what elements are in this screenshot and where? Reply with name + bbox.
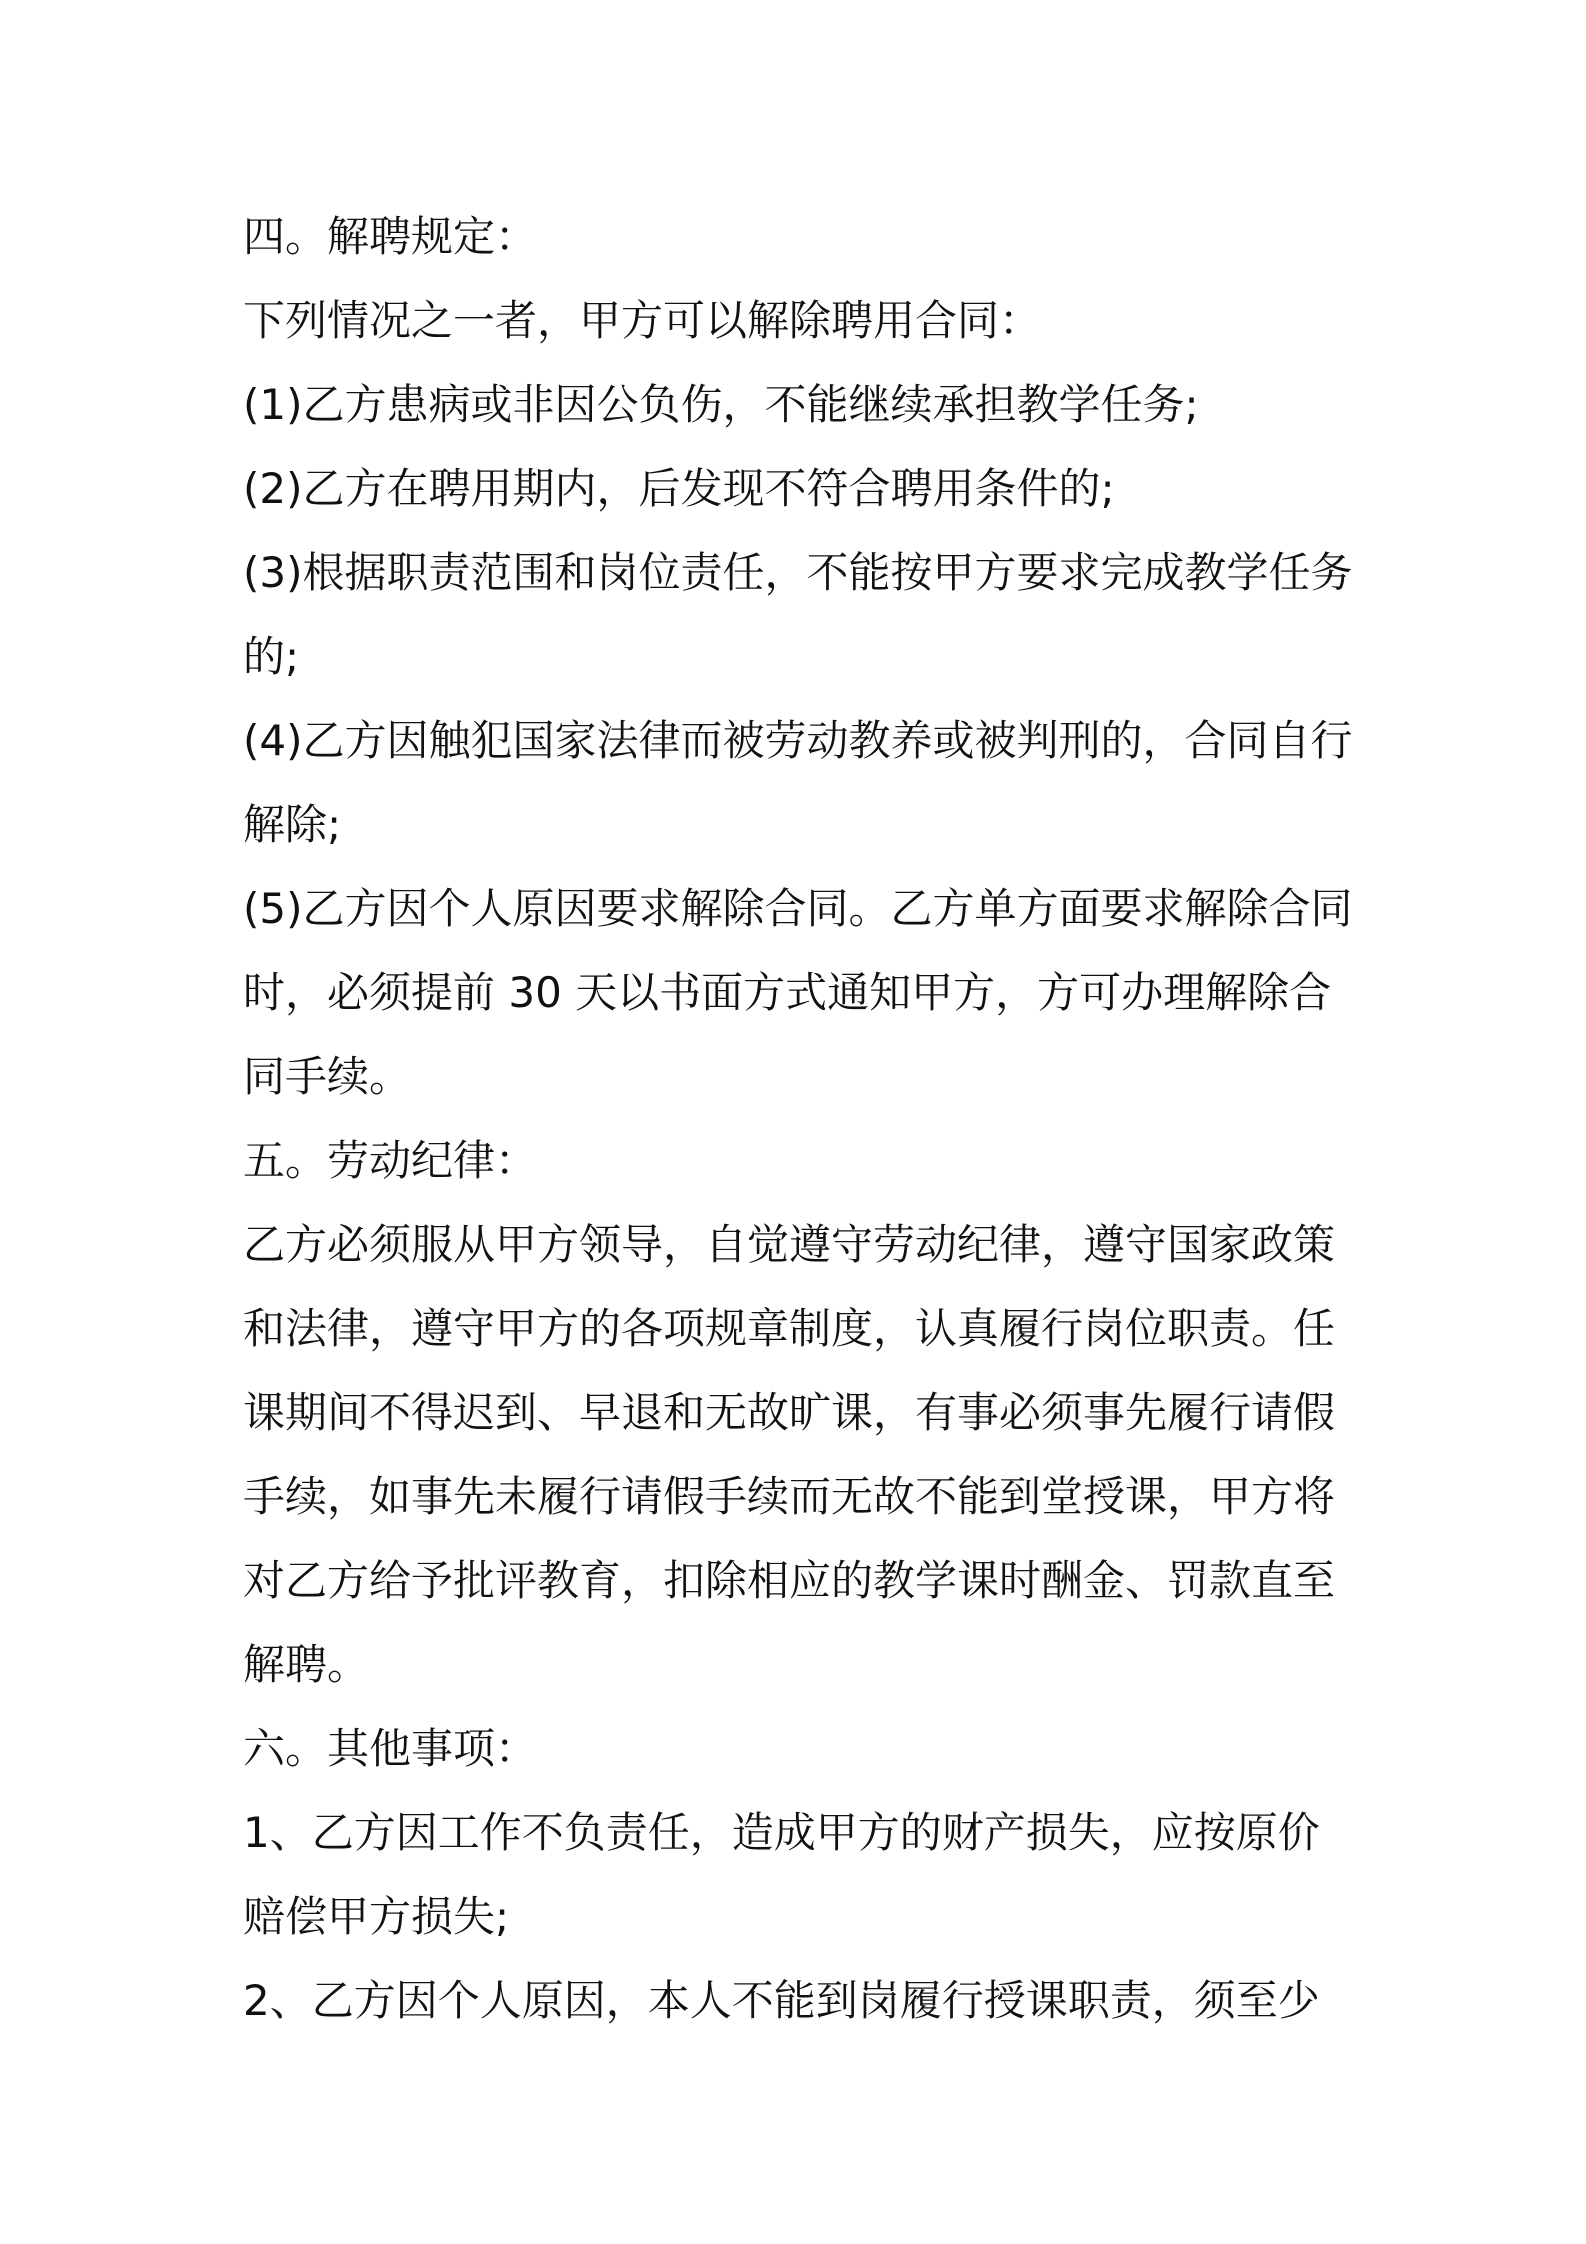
paragraph-line: 对乙方给予批评教育，扣除相应的教学课时酬金、罚款直至 bbox=[243, 1556, 1336, 1605]
list-item-line: 时，必须提前 30 天以书面方式通知甲方，方可办理解除合 bbox=[243, 968, 1332, 1017]
list-item-line: 2、乙方因个人原因，本人不能到岗履行授课职责，须至少 bbox=[243, 1976, 1320, 2025]
paragraph-line: 乙方必须服从甲方领导，自觉遵守劳动纪律，遵守国家政策 bbox=[243, 1220, 1336, 1269]
paragraph-line: 解聘。 bbox=[243, 1640, 370, 1689]
document-body bbox=[243, 195, 1355, 2043]
list-item-line: (4)乙方因触犯国家法律而被劳动教养或被判刑的，合同自行 bbox=[243, 716, 1353, 765]
list-item-line: 赔偿甲方损失; bbox=[243, 1892, 510, 1941]
paragraph-line: 课期间不得迟到、早退和无故旷课，有事必须事先履行请假 bbox=[243, 1388, 1336, 1437]
list-item-line: (5)乙方因个人原因要求解除合同。乙方单方面要求解除合同 bbox=[243, 884, 1353, 933]
paragraph-line: 手续，如事先未履行请假手续而无故不能到堂授课，甲方将 bbox=[243, 1472, 1336, 1521]
paragraph-line: 和法律，遵守甲方的各项规章制度，认真履行岗位职责。任 bbox=[243, 1304, 1336, 1353]
list-item-line: 的; bbox=[243, 632, 300, 681]
paragraph-line: 下列情况之一者，甲方可以解除聘用合同： bbox=[243, 296, 1042, 345]
section-heading-dismissal: 四。解聘规定： bbox=[243, 212, 538, 261]
list-item-line: 同手续。 bbox=[243, 1052, 412, 1101]
list-item-line: (1)乙方患病或非因公负伤，不能继续承担教学任务; bbox=[243, 380, 1199, 429]
section-heading-discipline: 五。劳动纪律： bbox=[243, 1136, 538, 1185]
section-heading-other: 六。其他事项： bbox=[243, 1724, 538, 1773]
list-item-line: 1、乙方因工作不负责任，造成甲方的财产损失，应按原价 bbox=[243, 1808, 1320, 1857]
list-item-line: 解除; bbox=[243, 800, 342, 849]
list-item-line: (3)根据职责范围和岗位责任，不能按甲方要求完成教学任务 bbox=[243, 548, 1353, 597]
list-item-line: (2)乙方在聘用期内，后发现不符合聘用条件的; bbox=[243, 464, 1115, 513]
